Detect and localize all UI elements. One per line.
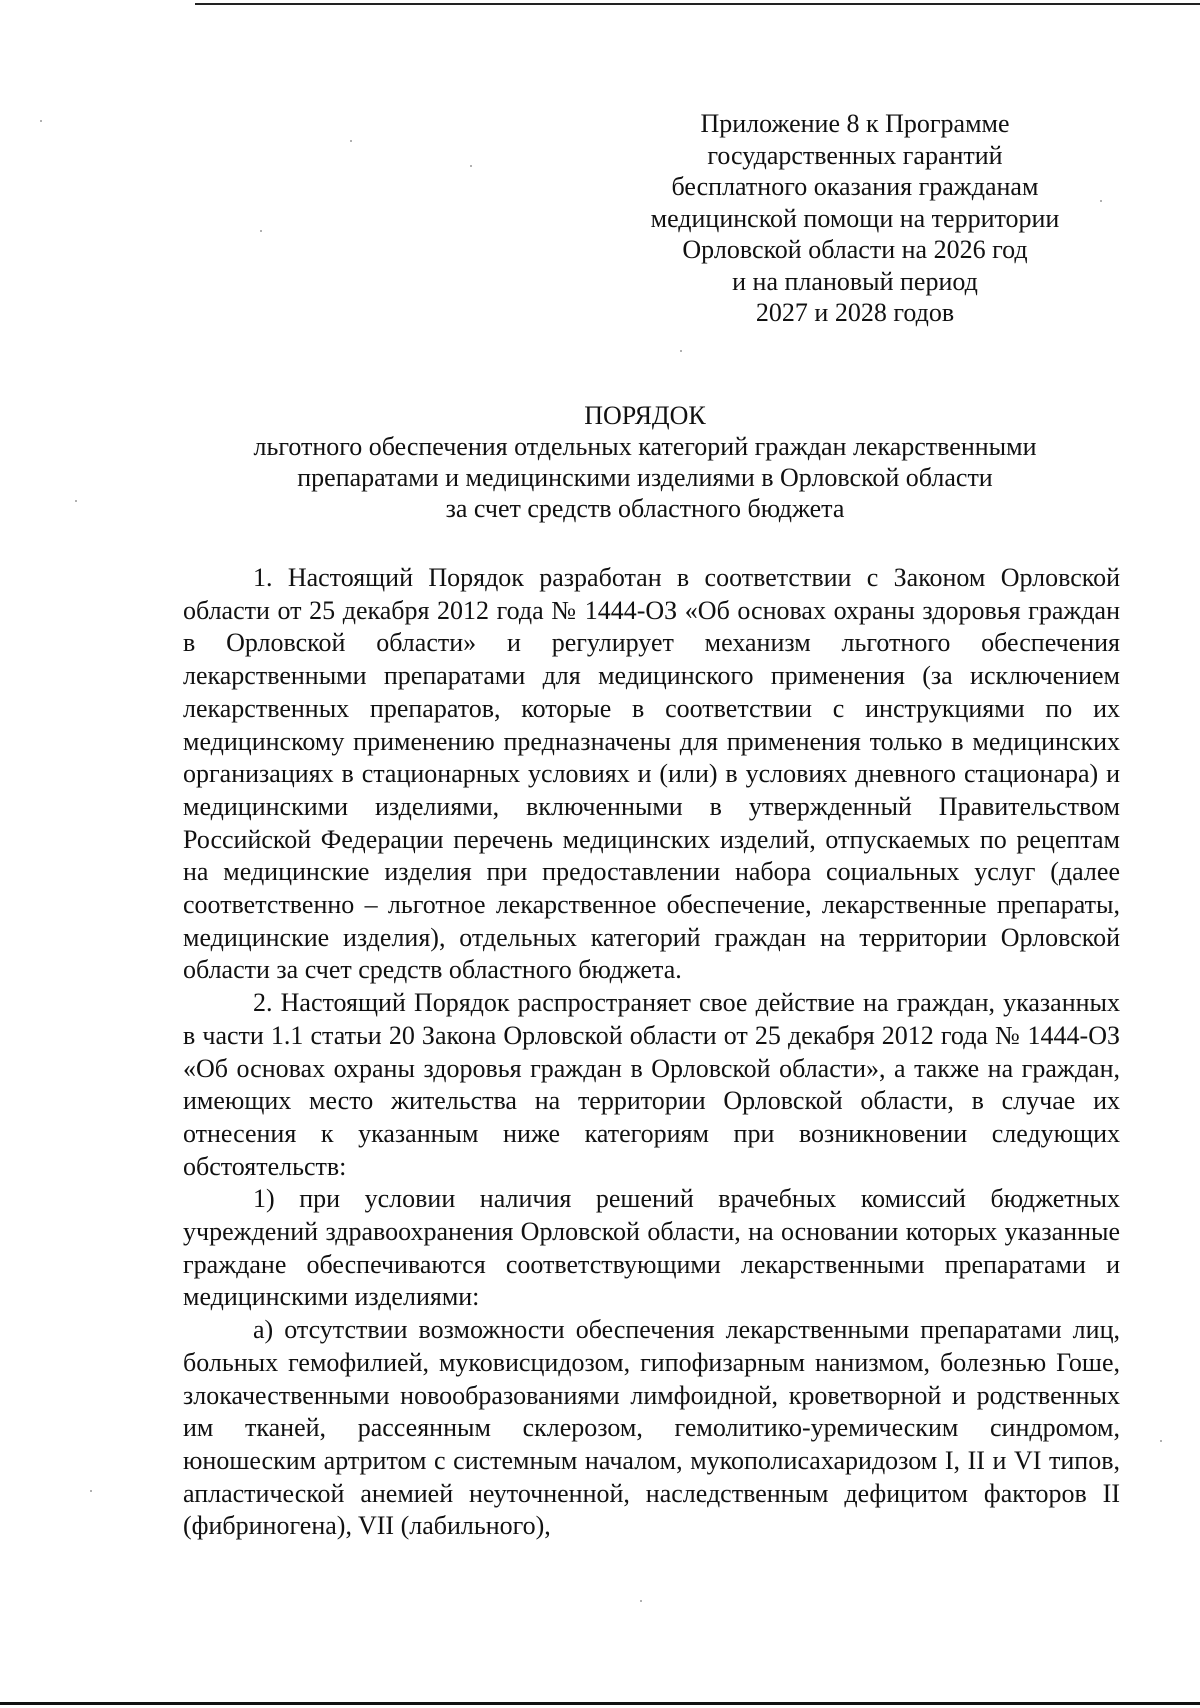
scan-speck: [75, 500, 77, 502]
title-heading: ПОРЯДОК: [584, 401, 706, 430]
scan-speck: [40, 120, 42, 122]
title-line: льготного обеспечения отдельных категорий граждан лекарственными: [253, 432, 1037, 461]
document-body: [183, 562, 1120, 1543]
scan-speck: [1100, 200, 1102, 202]
paragraph-2: 2. Настоящий Порядок распространяет свое действие на граждан, указанных в части 1.1 статьи 20 Закона Орловской области от 25 декабря 2012 года № 1444-ОЗ «Об основах охраны здоровья граждан в Орловской области», а также на граждан, имеющих место жительства на территории Орловской области, в случае их отнесения к указанным ниже категориям при возникновении следующих обстоятельств:: [183, 988, 1120, 1181]
title-line: за счет средств областного бюджета: [445, 494, 845, 523]
paragraph-1: 1. Настоящий Порядок разработан в соответствии с Законом Орловской области от 25 декабря 2012 года № 1444-ОЗ «Об основах охраны здоровья граждан в Орловской области» и регулирует механизм льготного обеспечения лекарственными препаратами для медицинского применения (за исключением лекарственных препаратов, которые в соответствии с инструкциями по их медицинскому применению предназначены для применения только в медицинских организациях в стационарных условиях и (или) в условиях дневного стационара) и медицинскими изделиями, включенными в утвержденный Правительством Российской Федерации перечень медицинских изделий, отпускаемых по рецептам на медицинские изделия при предоставлении набора социальных услуг (далее соответственно – льготное лекарственное обеспечение, лекарственные препараты, медицинские изделия), отдельных категорий граждан на территории Орловской области за счет средств областного бюджета.: [183, 563, 1120, 985]
scan-speck: [680, 350, 682, 352]
appendix-header: [610, 108, 1100, 329]
bottom-border-line: [0, 1702, 1200, 1705]
scan-speck: [90, 1490, 92, 1492]
appendix-line: и на плановый период: [732, 266, 978, 296]
scan-speck: [640, 1600, 642, 1602]
scan-speck: [350, 140, 352, 142]
document-title: [130, 400, 1160, 524]
scan-speck: [260, 230, 262, 232]
paragraph-2-item-1: 1) при условии наличия решений врачебных комиссий бюджетных учреждений здравоохранения Орловской области, на основании которых указанные граждане обеспечиваются соответствующими лекарственными препаратами и медицинскими изделиями:: [183, 1184, 1120, 1312]
top-border-line: [195, 3, 1200, 5]
appendix-line: бесплатного оказания гражданам: [671, 172, 1039, 201]
appendix-line: 2027 и 2028 годов: [755, 298, 955, 327]
scan-speck: [1160, 1440, 1162, 1442]
appendix-line: государственных гарантий: [707, 140, 1003, 170]
paragraph-2-item-1a: а) отсутствии возможности обеспечения лекарственными препаратами лиц, больных гемофилией, муковисцидозом, гипофизарным нанизмом, болезнью Гоше, злокачественными новообразованиями лимфоидной, кроветворной и родственных им тканей, рассеянным склерозом, гемолитико-уремическим синдромом, юношеским артритом с системным началом, мукополисахаридозом I, II и VI типов, апластической анемией неуточненной, наследственным дефицитом факторов II (фибриногена), VII (лабильного),: [183, 1315, 1120, 1541]
appendix-line: медицинской помощи на территории: [650, 203, 1060, 233]
scan-speck: [470, 165, 472, 167]
appendix-line: Приложение 8 к Программе: [700, 109, 1010, 138]
title-line: препаратами и медицинскими изделиями в Орловской области: [297, 463, 993, 492]
appendix-line: Орловской области на 2026 год: [682, 235, 1028, 264]
